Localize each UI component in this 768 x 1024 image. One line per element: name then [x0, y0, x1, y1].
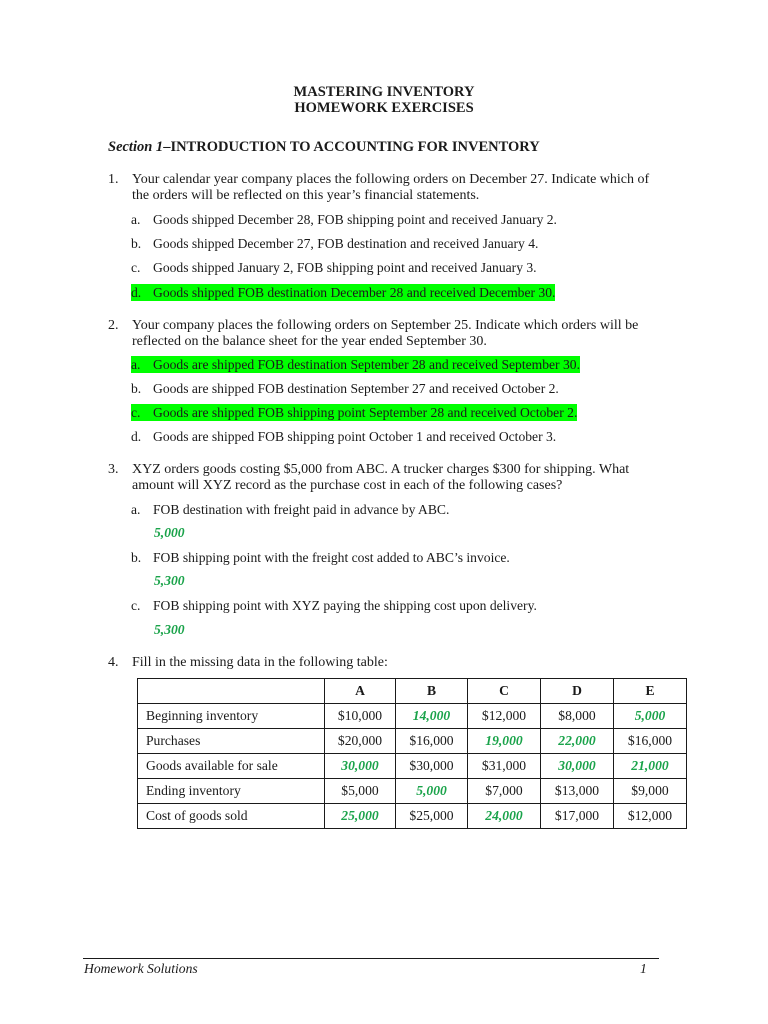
- cell-value: $31,000: [481, 758, 527, 773]
- column-header: B: [396, 679, 468, 704]
- q1-item-a: a. Goods shipped December 28, FOB shipping point and received January 2.: [131, 212, 557, 227]
- q1-item-c: c. Goods shipped January 2, FOB shipping point and received January 3.: [131, 260, 537, 275]
- table-cell: [468, 754, 541, 779]
- column-header: A: [325, 679, 396, 704]
- question-number: 1.: [108, 172, 119, 187]
- q3-item-a: a. FOB destination with freight paid in advance by ABC.: [131, 502, 450, 517]
- cell-value: $17,000: [554, 808, 600, 823]
- cell-value: $10,000: [337, 708, 383, 723]
- cell-value: 14,000: [412, 708, 451, 723]
- question-text: Fill in the missing data in the following table:: [132, 655, 388, 670]
- section-title: –INTRODUCTION TO ACCOUNTING FOR INVENTORY: [163, 139, 540, 155]
- table-cell: [325, 779, 396, 804]
- question-text: Your calendar year company places the following orders on December 27. Indicate which of the orders will be reflected on this year’s financial statements.: [132, 172, 650, 203]
- cell-value: $16,000: [409, 733, 454, 748]
- row-label: Cost of goods sold: [138, 804, 325, 829]
- table-cell: [468, 779, 541, 804]
- cell-value: $20,000: [337, 733, 383, 748]
- table-cell: [614, 804, 687, 829]
- cell-value: $16,000: [627, 733, 673, 748]
- cell-value: $25,000: [409, 808, 454, 823]
- cell-value: 22,000: [558, 733, 596, 748]
- answer-cell: [325, 754, 396, 779]
- q3-item-c: c. FOB shipping point with XYZ paying the shipping cost upon delivery.: [131, 598, 537, 613]
- cell-value: 5,000: [416, 783, 447, 798]
- cell-value: 24,000: [485, 808, 523, 823]
- q1-item-b: b. Goods shipped December 27, FOB destination and received January 4.: [131, 236, 539, 251]
- question-text: Your company places the following orders on September 25. Indicate which orders will be reflected on the balance sheet for the year ended September 30.: [132, 318, 639, 349]
- q3-item-b: b. FOB shipping point with the freight cost added to ABC’s invoice.: [131, 550, 510, 565]
- answer-cell: [468, 804, 541, 829]
- cell-value: $12,000: [627, 808, 673, 823]
- document-title-line1: MASTERING INVENTORY: [293, 84, 475, 100]
- q2-item-a-highlighted: a. Goods are shipped FOB destination September 28 and received September 30.: [131, 357, 580, 372]
- question-number: 3.: [108, 462, 119, 477]
- table-cell: [541, 804, 614, 829]
- row-label: Goods available for sale: [138, 754, 325, 779]
- cell-value: $5,000: [341, 783, 379, 798]
- table-cell: [468, 704, 541, 729]
- table-row: [138, 729, 687, 754]
- table-cell: [614, 729, 687, 754]
- answer-cell: [541, 754, 614, 779]
- q2-item-c-highlighted: c. Goods are shipped FOB shipping point September 28 and received October 2.: [131, 405, 578, 420]
- row-label: Purchases: [138, 729, 325, 754]
- row-label: Ending inventory: [138, 779, 325, 804]
- table-cell: [396, 729, 468, 754]
- cell-value: $7,000: [485, 783, 523, 798]
- cell-value: 19,000: [485, 733, 523, 748]
- inventory-table: [137, 678, 687, 829]
- cell-value: 30,000: [558, 758, 596, 773]
- q3-answer-a: 5,000: [154, 525, 185, 540]
- answer-cell: [468, 729, 541, 754]
- q1-item-d-highlighted: d. Goods shipped FOB destination December 28 and received December 30.: [131, 285, 556, 300]
- table-cell: [325, 729, 396, 754]
- table-cell: [396, 754, 468, 779]
- question-number: 4.: [108, 655, 119, 670]
- q2-item-d: d. Goods are shipped FOB shipping point October 1 and received October 3.: [131, 429, 557, 444]
- table-cell: [396, 804, 468, 829]
- section-heading: [108, 139, 540, 156]
- footer-divider: [83, 958, 659, 959]
- table-row: [138, 804, 687, 829]
- answer-cell: [614, 704, 687, 729]
- cell-value: 21,000: [631, 758, 669, 773]
- cell-value: $12,000: [481, 708, 527, 723]
- answer-cell: [614, 754, 687, 779]
- cell-value: 30,000: [341, 758, 379, 773]
- table-row: [138, 779, 687, 804]
- table-row: [138, 754, 687, 779]
- table-cell: [614, 779, 687, 804]
- table-header-blank: [138, 679, 325, 704]
- question-number: 2.: [108, 318, 119, 333]
- cell-value: $9,000: [631, 783, 669, 798]
- column-header: D: [541, 679, 614, 704]
- q3-answer-b: 5,300: [154, 573, 185, 588]
- footer-title: Homework Solutions: [84, 961, 198, 976]
- q3-answer-c: 5,300: [154, 622, 185, 637]
- answer-cell: [396, 779, 468, 804]
- section-label: Section 1: [108, 139, 164, 155]
- answer-cell: [396, 704, 468, 729]
- answer-cell: [541, 729, 614, 754]
- row-label: Beginning inventory: [138, 704, 325, 729]
- page-number: 1: [640, 961, 647, 976]
- cell-value: $30,000: [409, 758, 454, 773]
- q2-item-b: b. Goods are shipped FOB destination September 27 and received October 2.: [131, 381, 559, 396]
- column-header: E: [614, 679, 687, 704]
- table-cell: [325, 704, 396, 729]
- cell-value: $8,000: [558, 708, 596, 723]
- answer-cell: [325, 804, 396, 829]
- table-cell: [541, 704, 614, 729]
- document-title-line2: HOMEWORK EXERCISES: [294, 100, 474, 116]
- cell-value: 25,000: [341, 808, 379, 823]
- table-cell: [541, 779, 614, 804]
- column-header: C: [468, 679, 541, 704]
- cell-value: $13,000: [554, 783, 600, 798]
- table-row: [138, 704, 687, 729]
- cell-value: 5,000: [634, 708, 666, 723]
- question-text: XYZ orders goods costing $5,000 from ABC. A trucker charges $300 for shipping. What amount will XYZ record as the purchase cost in each of the following cases?: [132, 462, 630, 493]
- table-header-row: [138, 679, 687, 704]
